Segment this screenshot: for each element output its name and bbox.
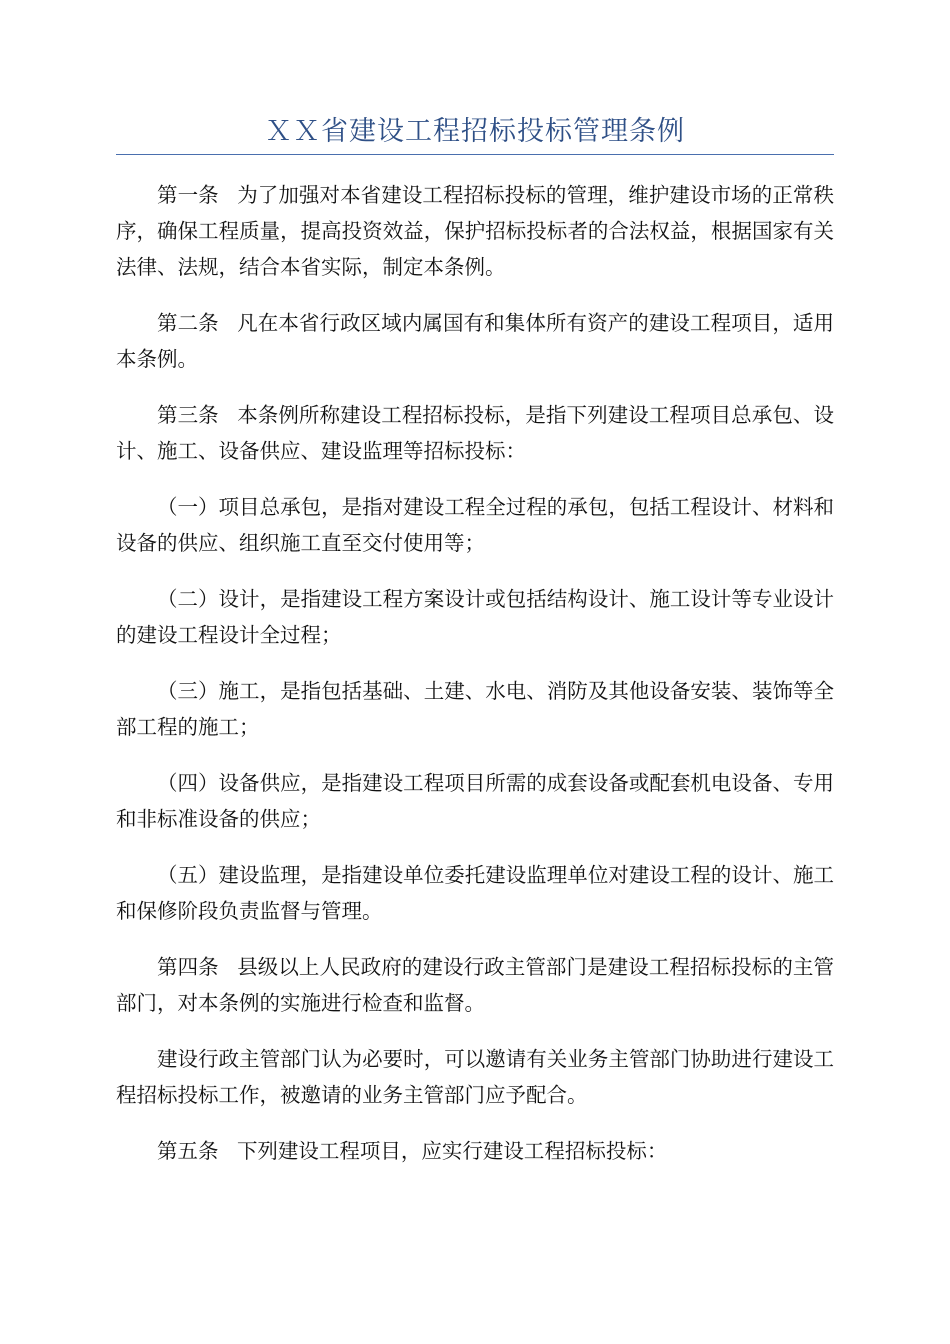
- article-3-item-5-text: （五）建设监理，是指建设单位委托建设监理单位对建设工程的设计、施工和保修阶段负责监督与管理。: [116, 863, 834, 923]
- article-2: [116, 305, 834, 377]
- article-4-text: 县级以上人民政府的建设行政主管部门是建设工程招标投标的主管部门，对本条例的实施进行检查和监督。: [116, 955, 835, 1015]
- article-4-paragraph-2: [116, 1041, 834, 1113]
- article-4: [116, 949, 834, 1021]
- article-1: [116, 177, 834, 285]
- article-3-item-1: [116, 489, 834, 561]
- article-1-text: 为了加强对本省建设工程招标投标的管理，维护建设市场的正常秩序，确保工程质量，提高投资效益，保护招标投标者的合法权益，根据国家有关法律、法规，结合本省实际，制定本条例。: [116, 183, 835, 279]
- article-3-item-4-text: （四）设备供应，是指建设工程项目所需的成套设备或配套机电设备、专用和非标准设备的供应；: [116, 771, 834, 831]
- article-4-number: 第四条: [157, 955, 219, 979]
- article-1-number: 第一条: [157, 183, 219, 207]
- article-3-item-5: [116, 857, 834, 929]
- article-3-item-2: [116, 581, 834, 653]
- document-title: ＸＸ省建设工程招标投标管理条例: [265, 116, 685, 147]
- article-3: [116, 397, 834, 469]
- article-3-item-2-text: （二）设计，是指建设工程方案设计或包括结构设计、施工设计等专业设计的建设工程设计全过程；: [116, 587, 834, 647]
- title-underline: [116, 154, 834, 155]
- article-3-item-4: [116, 765, 834, 837]
- article-3-number: 第三条: [157, 403, 219, 427]
- article-3-item-1-text: （一）项目总承包，是指对建设工程全过程的承包，包括工程设计、材料和设备的供应、组织施工直至交付使用等；: [116, 495, 834, 555]
- article-5-number: 第五条: [157, 1139, 219, 1163]
- article-2-number: 第二条: [157, 311, 219, 335]
- article-3-item-3-text: （三）施工，是指包括基础、土建、水电、消防及其他设备安装、装饰等全部工程的施工；: [116, 679, 834, 739]
- article-4-paragraph-2-text: 建设行政主管部门认为必要时，可以邀请有关业务主管部门协助进行建设工程招标投标工作，被邀请的业务主管部门应予配合。: [116, 1047, 834, 1107]
- article-3-text: 本条例所称建设工程招标投标，是指下列建设工程项目总承包、设计、施工、设备供应、建设监理等招标投标：: [116, 403, 835, 463]
- article-5: [116, 1133, 834, 1169]
- article-3-item-3: [116, 673, 834, 745]
- document-body: [116, 177, 834, 1189]
- article-2-text: 凡在本省行政区域内属国有和集体所有资产的建设工程项目，适用本条例。: [116, 311, 835, 371]
- article-5-text: 下列建设工程项目，应实行建设工程招标投标：: [236, 1139, 668, 1163]
